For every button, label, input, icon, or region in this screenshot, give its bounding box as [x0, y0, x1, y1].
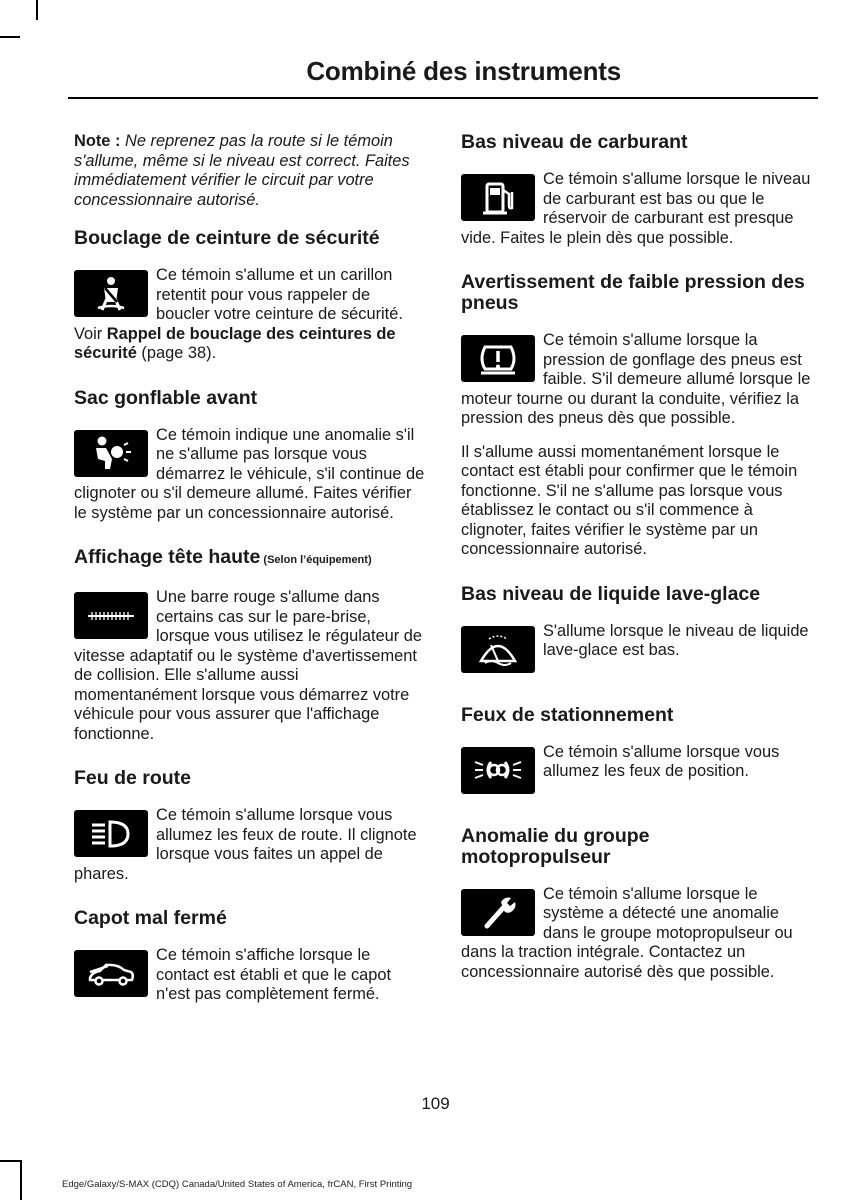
wrench-icon: [461, 889, 535, 936]
hud-heading: [74, 547, 426, 571]
high-beam-section: [74, 768, 426, 884]
airbag-icon: [74, 430, 148, 477]
washer-fluid-section: [461, 584, 813, 675]
powertrain-heading: Anomalie du groupe motopropulseur: [461, 824, 650, 868]
washer-fluid-text: S'allume lorsque le niveau de liquide lave-glace est bas.: [543, 621, 809, 659]
fuel-heading: Bas niveau de carburant: [461, 131, 688, 153]
powertrain-section: [461, 826, 813, 983]
fuel-section: [461, 132, 813, 248]
tire-pressure-text-2: Il s'allume aussi momentanément lorsque le contact est établi pour confirmer que le témoin fonctionne. S'il ne s'allume pas lorsque vous établissez le contact ou s'il commence à clignoter, faites vérifier le système par un concessionnaire autorisé.: [461, 442, 798, 558]
crop-mark: [0, 36, 20, 38]
note-block: [74, 132, 426, 210]
high-beam-heading: Feu de route: [74, 767, 192, 789]
tire-pressure-text: Ce témoin s'allume lorsque la pression de gonflage des pneus est faible. S'il demeure allumé lorsque le moteur tourne ou durant la conduite, vérifiez la pression des pneus dès que possible.: [461, 331, 811, 427]
high-beam-icon: [74, 810, 148, 857]
left-column: [74, 132, 426, 1029]
airbag-text: Ce témoin indique une anomalie s'il ne s'allume pas lorsque vous démarrez le véhicule, s'il continue de clignoter ou s'il demeure allumé. Faites vérifier le système par un concessionnaire autorisé.: [74, 425, 425, 522]
hood-text: Ce témoin s'affiche lorsque le contact est établi et que le capot n'est pas complètement fermé.: [156, 946, 392, 1003]
seatbelt-heading: Bouclage de ceinture de sécurité: [74, 227, 380, 249]
head-up-display-icon: [74, 592, 148, 639]
seatbelt-icon: [74, 270, 148, 317]
page-number: 109: [421, 1094, 450, 1113]
hood-heading: Capot mal fermé: [74, 907, 227, 929]
note-paragraph: [74, 132, 426, 210]
airbag-heading: Sac gonflable avant: [74, 386, 258, 409]
parking-lamps-heading: Feux de stationnement: [461, 703, 674, 726]
parking-lamps-section: [461, 705, 813, 796]
seatbelt-reference-link[interactable]: Rappel de bouclage des ceintures de sécurité: [74, 324, 396, 362]
crop-mark: [0, 1160, 20, 1162]
hood-section: [74, 908, 426, 1005]
right-column: [461, 132, 813, 1006]
fuel-pump-icon: [461, 174, 535, 221]
parking-lamps-text: Ce témoin s'allume lorsque vous allumez les feux de position.: [543, 742, 780, 780]
hood-ajar-icon: [74, 950, 148, 997]
hud-heading-note: (Selon l’équipement): [260, 554, 372, 566]
airbag-section: [74, 388, 426, 524]
high-beam-text: Ce témoin s'allume lorsque vous allumez les feux de route. Il clignote lorsque vous faites un appel de phares.: [74, 806, 417, 883]
washer-fluid-icon: [461, 626, 535, 673]
header-rule: [68, 97, 818, 99]
tire-pressure-section-continued: [461, 443, 813, 560]
powertrain-text: Ce témoin s'allume lorsque le système a détecté une anomalie dans le groupe motopropulseur ou dans la traction intégrale. Contactez un concessionnaire autorisé dès que possible.: [461, 884, 793, 981]
crop-mark: [20, 1160, 22, 1200]
hud-heading-text: Affichage tête haute: [74, 546, 261, 568]
fuel-text: Ce témoin s'allume lorsque le niveau de carburant est bas ou que le réservoir de carburant est presque vide. Faites le plein dès que possible.: [461, 170, 811, 247]
hud-text: Une barre rouge s'allume dans certains cas sur le pare-brise, lorsque vous utilisez le régulateur de vitesse adaptatif ou le système d'avertissement de collision. Elle s'allume aussi momentanément lorsque vous démarrez votre véhicule pour vous assurer que l'affichage fonctionne.: [74, 588, 423, 743]
washer-fluid-heading: Bas niveau de liquide lave-glace: [461, 582, 761, 605]
parking-lamps-icon: [461, 747, 535, 794]
tire-pressure-heading: Avertissement de faible pression des pneus: [461, 271, 805, 314]
tire-pressure-icon: [461, 335, 535, 382]
note-label: Note :: [74, 132, 121, 150]
note-text: Ne reprenez pas la route si le témoin s'allume, même si le niveau est correct. Faites immédiatement vérifier le circuit par votre concessionnaire autorisé.: [74, 132, 410, 209]
seatbelt-page-ref: (page 38).: [136, 344, 217, 362]
seatbelt-section: [74, 228, 426, 364]
footer-text: Edge/Galaxy/S-MAX (CDQ) Canada/United States of America, frCAN, First Printing: [62, 1179, 413, 1190]
page-title: Combiné des instruments: [306, 56, 621, 86]
hud-section: [74, 547, 426, 744]
seatbelt-description: Ce témoin s'allume et un carillon retentit pour vous rappeler de boucler votre ceinture de sécurité. Voir: [74, 266, 403, 343]
crop-mark: [36, 0, 38, 20]
tire-pressure-section: [461, 272, 813, 429]
